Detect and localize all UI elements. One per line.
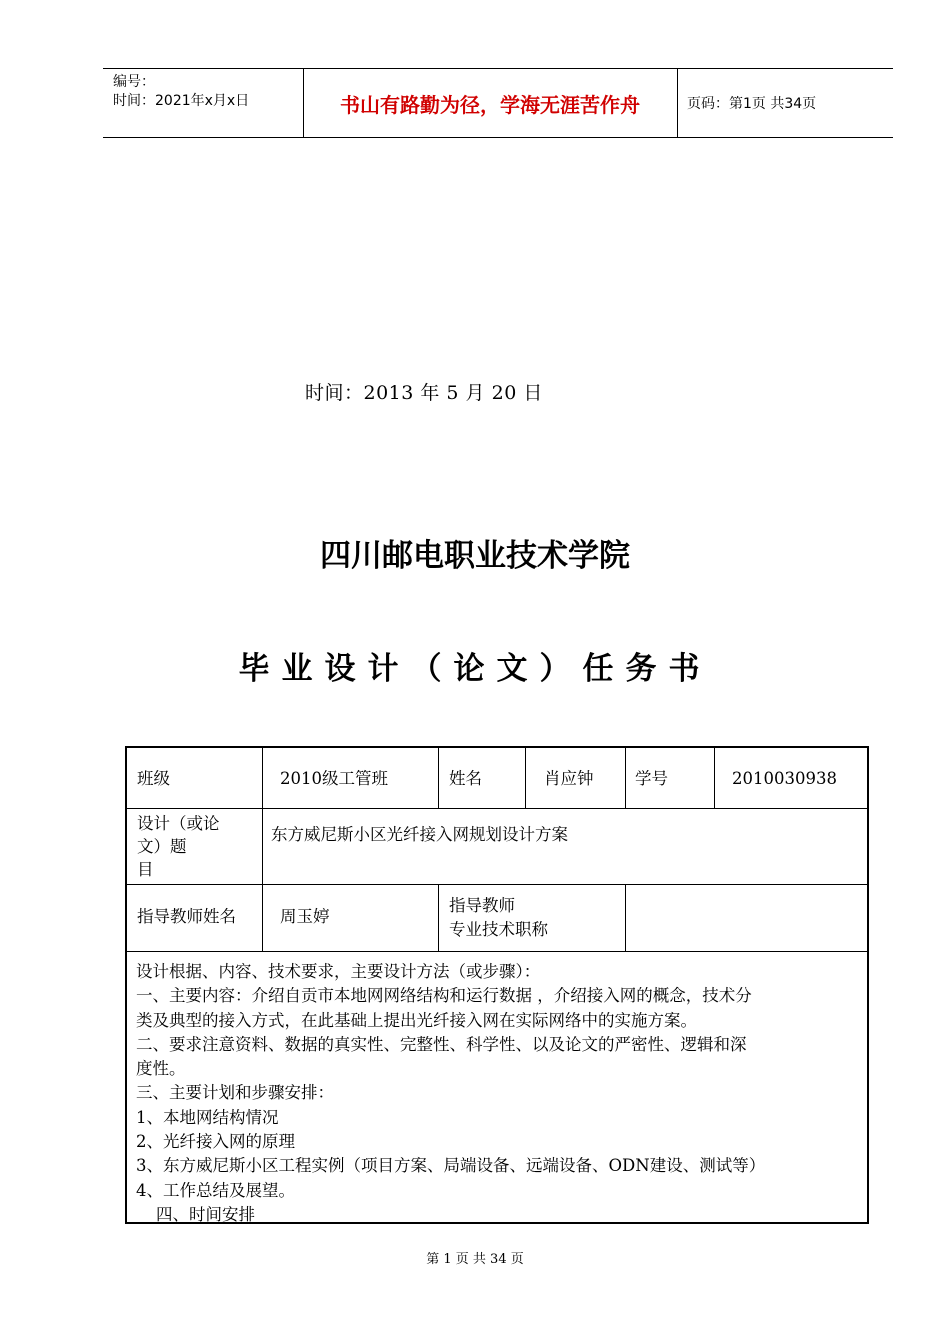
row-divider <box>127 808 867 809</box>
row-divider <box>127 951 867 952</box>
task-form-table <box>125 746 869 1224</box>
advisor-title-label <box>449 894 548 942</box>
header-motto: 书山有路勤为径，学海无涯苦作舟 <box>340 92 640 117</box>
name-value: 肖应钟 <box>544 769 594 788</box>
topic-label-line: 设计（或论 <box>137 814 220 833</box>
page-footer: 第 1 页 共 34 页 <box>426 1252 524 1267</box>
header-number: 编号： <box>113 74 155 90</box>
description-line: 度性。 <box>136 1059 186 1079</box>
description-line: 一、主要内容：介绍自贡市本地网网络结构和运行数据 ，介绍接入网的概念，技术分 <box>136 986 752 1006</box>
advisor-title-label-line: 指导教师 <box>449 896 515 915</box>
col-divider <box>438 748 439 808</box>
header-divider <box>677 69 678 137</box>
header-time: 时间：2021年x月x日 <box>113 93 250 109</box>
description-line: 类及典型的接入方式，在此基础上提出光纤接入网在实际网络中的实施方案。 <box>136 1010 697 1030</box>
name-label: 姓名 <box>449 769 482 788</box>
topic-label-line: 目 <box>137 860 154 879</box>
col-divider <box>714 748 715 808</box>
class-label: 班级 <box>137 769 170 788</box>
description-line: 4、工作总结及展望。 <box>136 1180 295 1200</box>
col-divider <box>525 748 526 808</box>
topic-label-line: 文）题 <box>137 837 187 856</box>
col-divider <box>262 748 263 951</box>
description-line: 设计根据、内容、技术要求，主要设计方法（或步骤）： <box>136 962 541 981</box>
description-line: 二、要求注意资料、数据的真实性、完整性、科学性、以及论文的严密性、逻辑和深 <box>136 1034 747 1054</box>
topic-value: 东方威尼斯小区光纤接入网规划设计方案 <box>271 825 568 844</box>
col-divider <box>438 884 439 951</box>
description-line: 2、光纤接入网的原理 <box>136 1132 295 1152</box>
document-title: 毕业设计（论文）任务书 <box>238 651 712 687</box>
row-divider <box>127 884 867 885</box>
description-line: 3、东方威尼斯小区工程实例（项目方案、局端设备、远端设备、ODN建设、测试等） <box>136 1156 766 1176</box>
page-header <box>103 68 893 138</box>
advisor-name-label: 指导教师姓名 <box>137 907 236 926</box>
col-divider <box>625 748 626 808</box>
student-id-label: 学号 <box>635 769 668 788</box>
school-name: 四川邮电职业技术学院 <box>320 538 630 574</box>
date-line: 时间：2013 年 5 月 20 日 <box>305 382 543 404</box>
header-meta <box>113 73 303 111</box>
description-line: 三、主要计划和步骤安排： <box>136 1083 334 1103</box>
advisor-title-label-line: 专业技术职称 <box>449 920 548 939</box>
class-value: 2010级工管班 <box>280 769 388 788</box>
description-line: 四、时间安排 <box>156 1204 255 1224</box>
col-divider <box>625 884 626 951</box>
student-id-value: 2010030938 <box>732 769 837 788</box>
description-line: 1、本地网结构情况 <box>136 1107 279 1127</box>
topic-label <box>137 812 220 881</box>
advisor-name-value: 周玉婷 <box>280 907 330 926</box>
header-page-count: 页码：第1页 共34页 <box>687 96 817 112</box>
design-description <box>136 960 860 1227</box>
